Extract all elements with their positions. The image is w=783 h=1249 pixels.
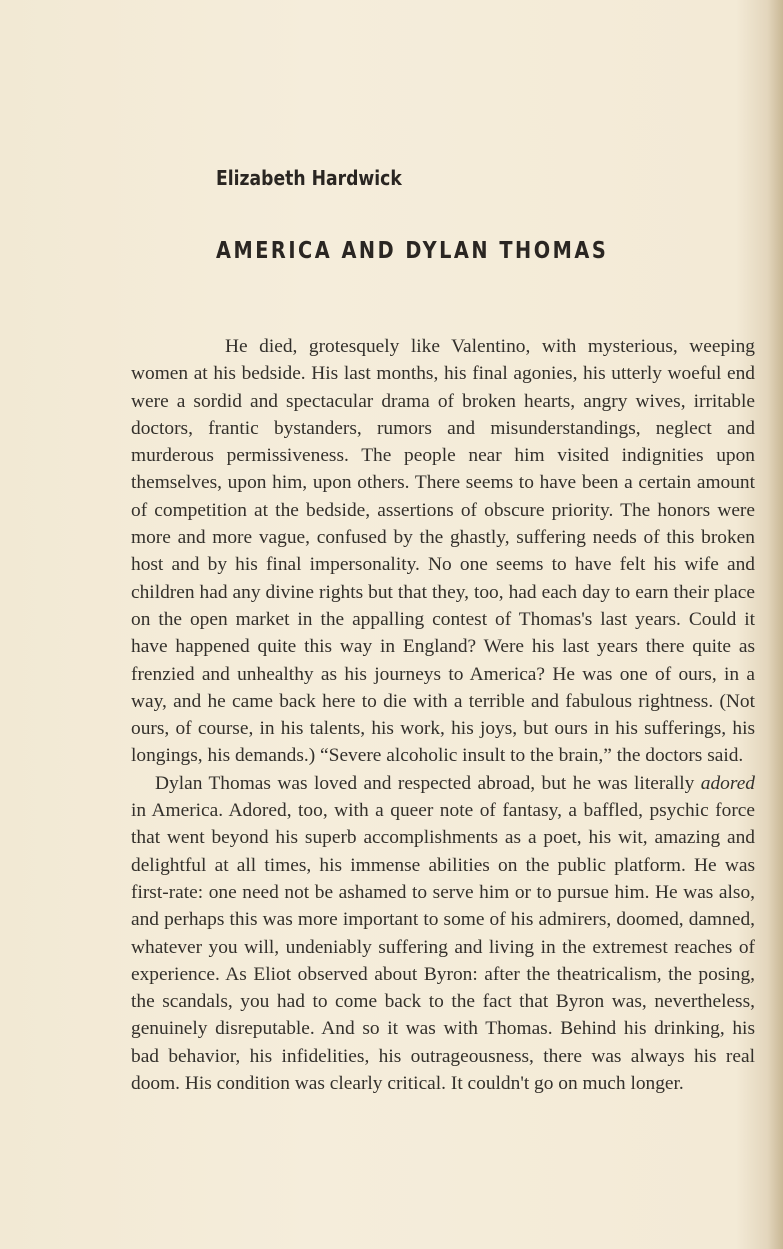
essay-body bbox=[131, 333, 755, 1097]
paragraph-1: He died, grotesquely like Valentino, with mysterious, weeping women at his bedside. His last months, his final agonies, his utterly woeful end were a sordid and spectacular drama of broken hearts, angry wives, irritable doctors, frantic bystanders, rumors and misunderstandings, neglect and murderous permissiveness. The people near him visited indignities upon themselves, upon him, upon others. There seems to have been a certain amount of competition at the bedside, assertions of obscure priority. The honors were more and more vague, confused by the ghastly, suffering needs of this broken host and by his final impersonality. No one seems to have felt his wife and children had any divine rights but that they, too, had each day to earn their place on the open market in the appalling contest of Thomas's last years. Could it have happened quite this way in England? Were his last years there quite as frenzied and unhealthy as his journeys to America? He was one of ours, in a way, and he came back here to die with a terrible and fabulous rightness. (Not ours, of course, in his talents, his work, his joys, but ours in his sufferings, his longings, his demands.) “Severe alcoholic insult to the brain,” the doctors said. bbox=[131, 336, 755, 767]
paragraph-2-start: Dylan Thomas was loved and respected abroad, but he was literally bbox=[155, 772, 701, 794]
essay-title: AMERICA AND DYLAN THOMAS bbox=[216, 238, 609, 264]
paragraph-2 bbox=[131, 770, 755, 1098]
paragraph-2-italic-word: adored bbox=[700, 772, 755, 794]
author-name: Elizabeth Hardwick bbox=[216, 166, 402, 190]
paragraph-2-rest: in America. Adored, too, with a queer note of fantasy, a baffled, psychic force that went beyond his superb accomplishments as a poet, his wit, amazing and delightful at all times, his immense abilities on the public platform. He was first-rate: one need not be ashamed to serve him or to pursue him. He was also, and perhaps this was more important to some of his admirers, doomed, damned, whatever you will, undeniably suffering and living in the extremest reaches of experience. As Eliot observed about Byron: after the theatricalism, the posing, the scandals, you had to come back to the fact that Byron was, nevertheless, genuinely disreputable. And so it was with Thomas. Behind his drinking, his bad behavior, his infidelities, his outrageousness, there was always his real doom. His condition was clearly critical. It couldn't go on much longer. bbox=[131, 800, 755, 1095]
